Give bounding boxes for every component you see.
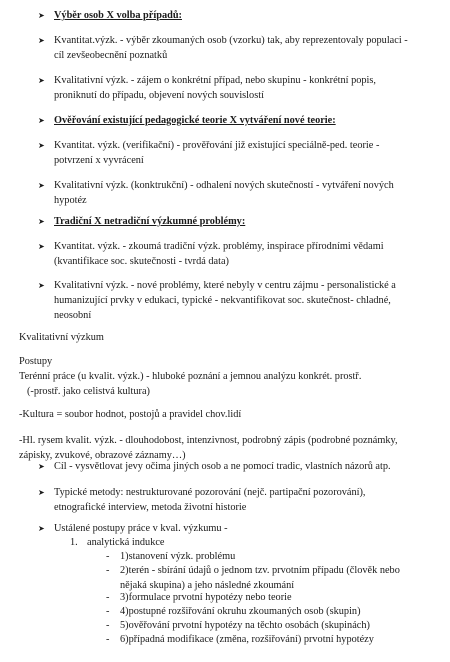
- step-item: [106, 632, 374, 647]
- text-line: Kvantitat.výzk. - výběr zkoumaných osob (vzorku) tak, aby reprezentovaly populaci -: [54, 35, 408, 46]
- arrow-bullet-icon: ➤: [38, 11, 45, 20]
- dash-marker: -: [106, 592, 110, 603]
- arrow-bullet-icon: ➤: [38, 242, 45, 251]
- bullet-item: [38, 278, 396, 324]
- text-line: zápisky, zvukové, obrazové záznamy…): [19, 450, 186, 462]
- step-item: [106, 563, 400, 593]
- text-line: -Kultura = soubor hodnot, postojů a pravidel chov.lidí: [19, 409, 242, 420]
- text-line: proniknutí do případu, objevení nových souvislostí: [54, 90, 264, 102]
- dash-marker: -: [106, 606, 110, 617]
- bullet-item: [38, 485, 366, 515]
- text-line: neosobní: [54, 310, 92, 322]
- arrow-bullet-icon: ➤: [38, 181, 45, 190]
- bullet-item: [38, 239, 384, 269]
- bullet-item: [38, 521, 228, 536]
- dash-marker: -: [106, 551, 110, 562]
- text-line: Kvalitativní výzk. - nové problémy, které nebyly v centru zájmu - personalistické a: [54, 280, 396, 291]
- arrow-bullet-icon: ➤: [38, 116, 45, 125]
- postupy-block: [19, 354, 361, 400]
- dash-marker: -: [106, 565, 110, 576]
- bullet-item: [38, 33, 408, 63]
- text-line: Kvantitat. výzk. - zkoumá tradiční výzk. problémy, inspirace přírodními vědami: [54, 241, 384, 252]
- numbered-item: [70, 535, 164, 550]
- step-item: [106, 604, 361, 619]
- text-line: 6)případná modifikace (změna, rozšiřování) prvotní hypotézy: [120, 634, 374, 645]
- arrow-bullet-icon: ➤: [38, 76, 45, 85]
- text-line: (-prostř. jako celistvá kultura): [27, 386, 150, 398]
- step-item: [106, 618, 370, 633]
- text-line: Typické metody: nestrukturované pozorování (nejč. partipační pozorování),: [54, 487, 366, 498]
- text-line: 4)postupné rozšiřování okruhu zkoumaných osob (skupin): [120, 606, 361, 617]
- step-item: [106, 549, 235, 564]
- text-line: etnografické interview, metoda životní historie: [54, 502, 247, 514]
- title-block: [19, 330, 104, 345]
- bullet-item: [38, 138, 379, 168]
- title-text: Kvalitativní výzkum: [19, 332, 104, 343]
- dash-marker: -: [106, 620, 110, 631]
- arrow-bullet-icon: ➤: [38, 141, 45, 150]
- text-line: nějaká skupina) a jeho následné zkoumání: [120, 580, 295, 592]
- section-heading-1: [38, 8, 182, 23]
- text-line: Terénní práce (u kvalit. výzk.) - hluboké poznání a jemnou analýzu konkrét. prostř.: [19, 371, 362, 383]
- arrow-bullet-icon: ➤: [38, 36, 45, 45]
- heading-text: Tradiční X netradiční výzkumné problémy:: [54, 216, 246, 227]
- arrow-bullet-icon: ➤: [38, 488, 45, 497]
- text-line: Postupy: [19, 356, 53, 367]
- bullet-item: [38, 459, 391, 474]
- text-line: humanizující prvky v edukaci, typické - nekvantifikovat soc. skutečnost- chladné,: [54, 295, 391, 307]
- text-line: 2)terén - sbírání údajů o jednom tzv. prvotním případu (člověk nebo: [120, 565, 400, 576]
- arrow-bullet-icon: ➤: [38, 217, 45, 226]
- arrow-bullet-icon: ➤: [38, 281, 45, 290]
- bullet-item: [38, 73, 376, 103]
- heading-text: Ověřování existující pedagogické teorie X vytváření nové teorie:: [54, 115, 336, 126]
- section-heading-2: [38, 113, 336, 128]
- text-line: Kvalitativní výzk. (konktrukční) - odhalení nových skutečností - vytváření nových: [54, 180, 394, 191]
- text-line: -Hl. rysem kvalit. výzk. - dlouhodobost, intenzivnost, podrobný zápis (podrobné poznámky,: [19, 435, 398, 446]
- text-line: Kvantitat. výzk. (verifikační) - prověřování již existující speciálně-ped. teorie -: [54, 140, 380, 151]
- section-heading-3: [38, 214, 245, 229]
- text-line: hypotéz: [54, 195, 87, 207]
- list-number: 1.: [70, 537, 78, 548]
- text-line: (kvantifikace soc. skutečnosti - tvrdá data): [54, 256, 229, 268]
- arrow-bullet-icon: ➤: [38, 462, 45, 471]
- text-line: 3)formulace prvotní hypotézy nebo teorie: [120, 592, 292, 603]
- heading-text: Výběr osob X volba případů:: [54, 10, 182, 21]
- text-line: 1)stanovení výzk. problému: [120, 551, 236, 562]
- step-item: [106, 590, 292, 605]
- text-line: cíl zevšeobecnění poznatků: [54, 50, 168, 62]
- dash-marker: -: [106, 634, 110, 645]
- text-line: 5)ověřování prvotní hypotézy na těchto osobách (skupinách): [120, 620, 370, 631]
- bullet-item: [38, 178, 394, 208]
- kultura-block: [19, 407, 241, 422]
- text-line: Kvalitativní výzk. - zájem o konkrétní případ, nebo skupinu - konkrétní popis,: [54, 75, 376, 86]
- text-line: Ustálené postupy práce v kval. výzkumu -: [54, 523, 228, 534]
- text-line: potvrzení x vyvrácení: [54, 155, 144, 167]
- text-line: Cíl - vysvětlovat jevy očima jiných osob a ne pomocí tradic, vlastních názorů atp.: [54, 461, 391, 472]
- arrow-bullet-icon: ➤: [38, 524, 45, 533]
- text-line: analytická indukce: [87, 537, 165, 548]
